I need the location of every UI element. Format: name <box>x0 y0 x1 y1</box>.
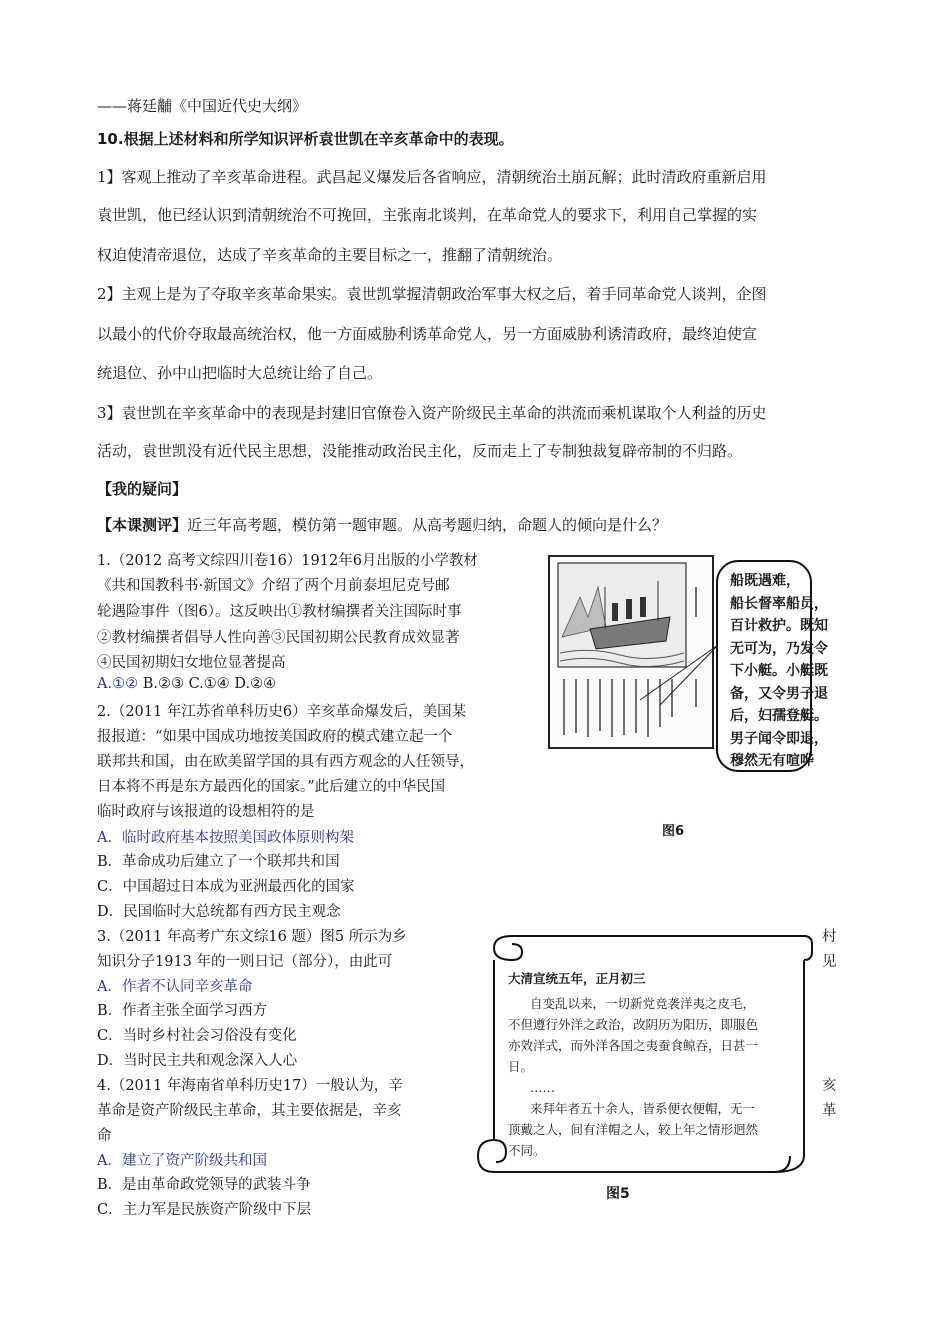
fig6-bubble-line: 下小艇。小艇既 <box>730 663 828 679</box>
q2-option-a: A．临时政府基本按照美国政体原则构架 <box>97 830 354 846</box>
test-text: 近三年高考题，模仿第一题审题。从高考题归纳，命题人的倾向是什么？ <box>187 516 668 534</box>
q4-line3: 命 <box>97 1128 112 1144</box>
q3-line2: 知识分子1913 年的一则日记（部分），由此可 <box>97 954 393 970</box>
q3-tail-1: 村 <box>822 929 837 945</box>
q2-option-c: C．中国超过日本成为亚洲最西化的国家 <box>97 879 355 895</box>
fig6-bubble-line: 无可为，乃发令 <box>730 640 828 657</box>
fig5-heading: 大清宣统五年，正月初三 <box>508 971 646 986</box>
fig5-line: 自变乱以来，一切新党竞袭洋夷之皮毛， <box>530 996 756 1011</box>
q10-p2-line2: 以最小的代价夺取最高统治权，他一方面威胁利诱革命党人，另一方面威胁利诱清政府，最终迫使宣 <box>97 325 758 343</box>
q10-p1-line1: 1】客观上推动了辛亥革命进程。武昌起义爆发后各省响应，清朝统治土崩瓦解；此时清政府重新启用 <box>97 168 767 186</box>
q4-tail-1: 亥 <box>822 1078 837 1094</box>
fig5-diary-text <box>508 968 798 1161</box>
q1-options <box>97 676 276 692</box>
q1-line1: 1.（2012 高考文综四川卷16）1912年6月出版的小学教材 <box>97 553 478 569</box>
fig6-bubble-line: 男子闻令即退， <box>730 730 828 747</box>
fig5-line: …… <box>530 1080 555 1095</box>
q2-option-d: D．民国临时大总统都有西方民主观念 <box>97 904 341 920</box>
q2-line2: 报报道：“如果中国成功地按美国政府的模式建立起一个 <box>97 729 453 745</box>
fig6-caption: 图6 <box>662 824 685 839</box>
q2-line5: 临时政府与该报道的设想相符的是 <box>97 804 315 820</box>
test-line <box>97 514 667 535</box>
q3-tail-2: 见 <box>822 954 837 970</box>
q3-option-c: C．当时乡村社会习俗没有变化 <box>97 1028 297 1044</box>
fig6-bubble-line: 穆然无有喧哗 <box>730 753 814 769</box>
q3-line1: 3.（2011 年高考广东文综16 题）图5 所示为乡 <box>97 929 407 945</box>
q3-option-a: A．作者不认同辛亥革命 <box>97 979 253 995</box>
fig5-caption: 图5 <box>606 1186 630 1202</box>
fig6-bubble-line: 备，又令男子退 <box>730 685 828 702</box>
q1-line2: 《共和国教科书·新国文》介绍了两个月前泰坦尼克号邮 <box>97 578 450 594</box>
fig5-line: 亦效洋式，而外洋各国之夷蚕食鲸吞，日甚一 <box>508 1038 759 1053</box>
q1-line4: ②教材编撰者倡导人性向善③民国初期公民教育成效显著 <box>97 630 460 646</box>
q2-option-b: B．革命成功后建立了一个联邦共和国 <box>97 854 340 870</box>
fig6-speech-bubble <box>716 560 828 772</box>
q10-p1-line2: 袁世凯，他已经认识到清朝统治不可挽回，主张南北谈判，在革命党人的要求下，利用自己掌握的实 <box>97 206 758 224</box>
my-questions-heading: 【我的疑问】 <box>97 480 188 498</box>
q10-p3-line1: 3】袁世凯在辛亥革命中的表现是封建旧官僚卷入资产阶级民主革命的洪流而乘机谋取个人利益的历史 <box>97 404 767 422</box>
question-10-title: 10.根据上述材料和所学知识评析袁世凯在辛亥革命中的表现。 <box>97 130 514 148</box>
q4-line2: 革命是资产阶级民主革命，其主要依据是，辛亥 <box>97 1103 402 1119</box>
q2-line4: 日本将不再是东方最西化的国家。”此后建立的中华民国 <box>97 779 446 795</box>
q10-p3-line2: 活动，袁世凯没有近代民主思想，没能推动政治民主化，反而走上了专制独裁复辟帝制的不归路。 <box>97 442 743 460</box>
fig5-line: 日。 <box>508 1059 534 1074</box>
q1-line5: ④民国初期妇女地位显著提高 <box>97 655 286 671</box>
q4-line1: 4.（2011 年海南省单科历史17）一般认为，辛 <box>97 1078 403 1094</box>
q4-option-a: A．建立了资产阶级共和国 <box>97 1153 267 1169</box>
fig6-bubble-line: 船既遇难， <box>730 573 800 589</box>
q2-line3: 联邦共和国，由在欧美留学国的具有西方观念的人任领导， <box>97 754 474 770</box>
q10-p2-line1: 2】主观上是为了夺取辛亥革命果实。袁世凯掌握清朝政治军事大权之后，着手同革命党人谈判，企图 <box>97 285 767 303</box>
fig5-line: 顶戴之人，间有洋帽之人，较上年之情形迥然 <box>508 1122 759 1137</box>
fig5-line: 不同。 <box>508 1143 546 1158</box>
q1-other-options: B.②③ C.①④ D.②④ <box>142 676 277 692</box>
q10-p1-line3: 权迫使清帝退位，达成了辛亥革命的主要目标之一，推翻了清朝统治。 <box>97 246 563 264</box>
q3-option-b: B．作者主张全面学习西方 <box>97 1003 268 1019</box>
q4-option-b: B．是由革命政党领导的武装斗争 <box>97 1177 311 1193</box>
q4-option-c: C．主力军是民族资产阶级中下层 <box>97 1202 312 1218</box>
fig5-line: 来拜年者五十余人，皆系便衣便帽，无一 <box>530 1101 756 1116</box>
fig6-bubble-line: 后，妇孺登艇。 <box>730 708 828 724</box>
test-label: 【本课测评】 <box>97 516 188 534</box>
q1-line3: 轮遇险事件（图6）。这反映出①教材编撰者关注国际时事 <box>97 604 462 620</box>
q1-answer: A.①② <box>97 676 139 692</box>
fig5-line: 不但遵行外洋之政治，改阴历为阳历，即服色 <box>508 1017 759 1032</box>
q3-option-d: D．当时民主共和观念深入人心 <box>97 1053 298 1069</box>
q4-tail-2: 革 <box>822 1103 837 1119</box>
fig6-bubble-line: 船长督率船员， <box>730 595 828 612</box>
fig6-pointer-lines <box>630 640 720 710</box>
source-line: ——蒋廷黼《中国近代史大纲》 <box>97 97 308 115</box>
q10-p2-line3: 统退位、孙中山把临时大总统让给了自己。 <box>97 364 383 382</box>
fig6-bubble-line: 百计救护。既知 <box>730 618 828 634</box>
q2-line1: 2.（2011 年江苏省单科历史6）辛亥革命爆发后，美国某 <box>97 704 467 720</box>
